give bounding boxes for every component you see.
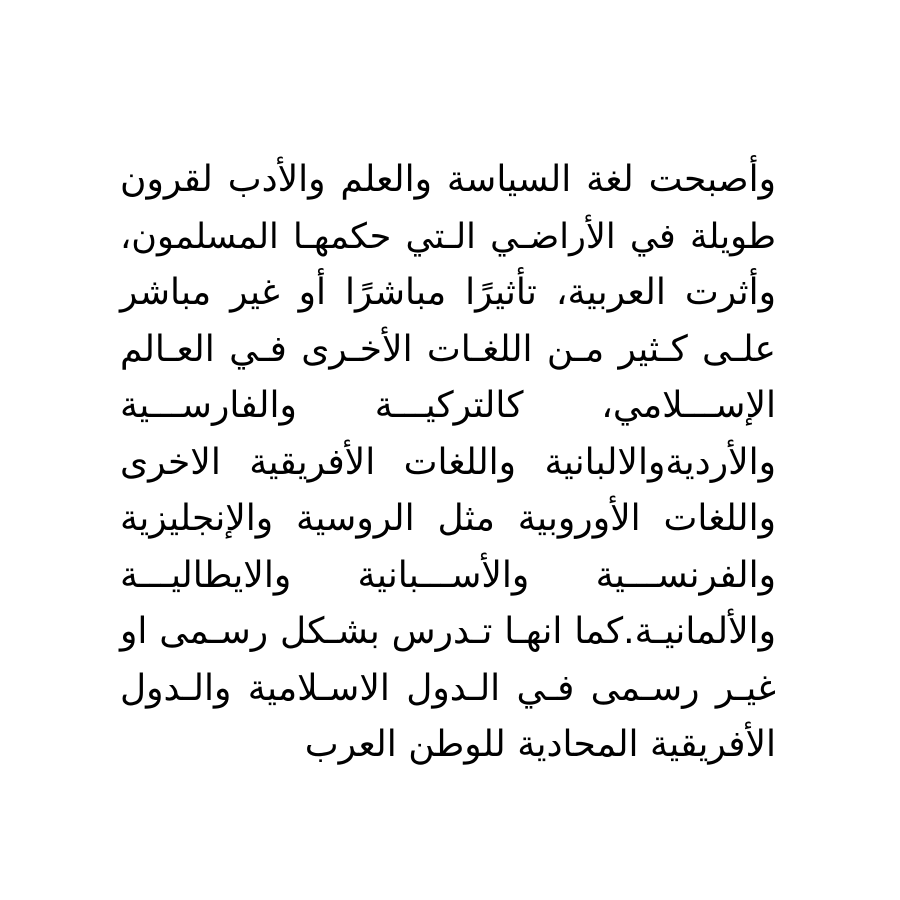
paragraph-line: والفرنســـية والأســـبانية والايطاليـــة bbox=[120, 554, 776, 596]
paragraph-line: والألمانيـة.كما انهـا تـدرس بشـكل رسـمى او bbox=[120, 611, 776, 652]
paragraph-line: الإســـلامي، كالتركيـــة والفارســـية bbox=[120, 385, 776, 426]
paragraph-line: طويلة في الأراضـي الـتي حكمهـا المسلمون، bbox=[120, 216, 776, 257]
paragraph-line: الأفريقية المحادية للوطن العرب bbox=[304, 724, 776, 765]
paragraph-line: غيـر رسـمى فـي الـدول الاسـلامية والـدول bbox=[120, 667, 776, 709]
paragraph-line: والأرديةوالالبانية واللغات الأفريقية الاخرى bbox=[120, 441, 776, 483]
paragraph-line: وأصبحت لغة السياسة والعلم والأدب لقرون bbox=[120, 159, 776, 200]
arabic-paragraph bbox=[120, 152, 776, 774]
paragraph-line: علـى كـثير مـن اللغـات الأخـرى فـي العـالم bbox=[120, 328, 776, 370]
paragraph-line: وأثرت العربية، تأثيرًا مباشرًا أو غير مباشر bbox=[120, 272, 776, 313]
paragraph-line: واللغات الأوروبية مثل الروسية والإنجليزية bbox=[120, 498, 776, 539]
